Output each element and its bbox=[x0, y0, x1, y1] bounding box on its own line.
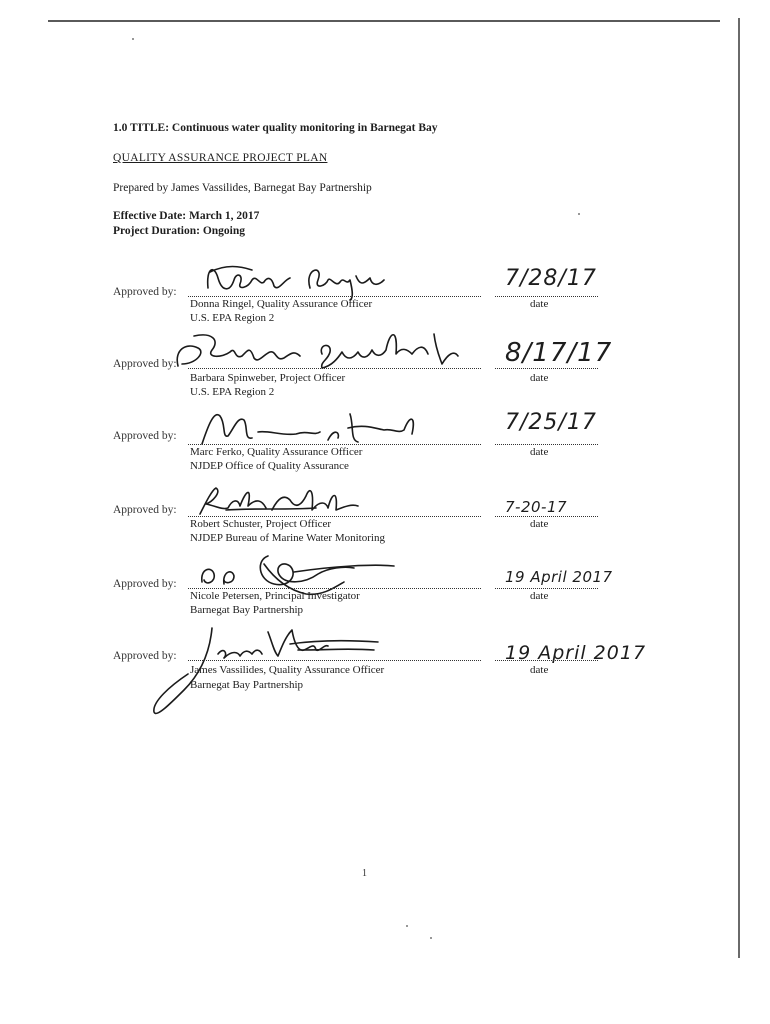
effective-date: Effective Date: March 1, 2017 bbox=[113, 210, 260, 222]
scan-speck bbox=[132, 38, 134, 40]
approval-row bbox=[0, 628, 770, 708]
date-label: date bbox=[530, 298, 549, 310]
date-line bbox=[495, 296, 598, 297]
approval-row bbox=[0, 400, 770, 480]
document-title: 1.0 TITLE: Continuous water quality monitoring in Barnegat Bay bbox=[113, 122, 438, 134]
approver-name: Marc Ferko, Quality Assurance Officer bbox=[190, 446, 363, 458]
date-label: date bbox=[530, 372, 549, 384]
scan-speck bbox=[406, 925, 408, 927]
approval-row bbox=[0, 328, 770, 408]
scan-speck bbox=[578, 213, 580, 215]
signed-date: 7/25/17 bbox=[505, 410, 597, 435]
date-line bbox=[495, 660, 598, 661]
scan-edge-top bbox=[48, 20, 720, 22]
plan-name: QUALITY ASSURANCE PROJECT PLAN bbox=[113, 152, 328, 164]
signature-robert-schuster bbox=[196, 480, 366, 520]
signed-date: 19 April 2017 bbox=[505, 642, 647, 664]
signature-line bbox=[188, 296, 481, 297]
project-duration: Project Duration: Ongoing bbox=[113, 225, 246, 237]
approved-label: Approved by: bbox=[113, 430, 177, 442]
signed-date: 7/28/17 bbox=[505, 266, 597, 291]
approved-label: Approved by: bbox=[113, 504, 177, 516]
approver-org: NJDEP Office of Quality Assurance bbox=[190, 460, 349, 472]
prepared-by: Prepared by James Vassilides, Barnegat Bay Partnership bbox=[113, 182, 372, 194]
approval-row bbox=[0, 250, 770, 330]
date-line bbox=[495, 444, 598, 445]
signed-date: 7-20-17 bbox=[505, 498, 568, 516]
approver-name: Nicole Petersen, Principal Investigator bbox=[190, 590, 360, 602]
approver-name: Donna Ringel, Quality Assurance Officer bbox=[190, 298, 373, 310]
signature-line bbox=[188, 368, 481, 369]
approver-org: U.S. EPA Region 2 bbox=[190, 386, 275, 398]
approved-label: Approved by: bbox=[113, 650, 177, 662]
approved-label: Approved by: bbox=[113, 358, 177, 370]
signature-line bbox=[188, 588, 481, 589]
approval-row bbox=[0, 480, 770, 560]
date-label: date bbox=[530, 590, 549, 602]
date-line bbox=[495, 516, 598, 517]
scan-speck bbox=[430, 937, 432, 939]
approved-label: Approved by: bbox=[113, 286, 177, 298]
approver-org: Barnegat Bay Partnership bbox=[190, 679, 304, 691]
approver-name: Barbara Spinweber, Project Officer bbox=[190, 372, 346, 384]
page-number: 1 bbox=[362, 868, 367, 879]
date-label: date bbox=[530, 664, 549, 676]
approver-name: James Vassilides, Quality Assurance Officer bbox=[190, 664, 385, 676]
signature-line bbox=[188, 660, 481, 661]
date-label: date bbox=[530, 518, 549, 530]
approver-org: NJDEP Bureau of Marine Water Monitoring bbox=[190, 532, 385, 544]
approval-row bbox=[0, 556, 770, 636]
approver-name: Robert Schuster, Project Officer bbox=[190, 518, 332, 530]
date-label: date bbox=[530, 446, 549, 458]
date-line bbox=[495, 368, 598, 369]
signature-line bbox=[188, 516, 481, 517]
signed-date: 19 April 2017 bbox=[505, 568, 613, 586]
date-line bbox=[495, 588, 598, 589]
approved-label: Approved by: bbox=[113, 578, 177, 590]
approver-org: Barnegat Bay Partnership bbox=[190, 604, 304, 616]
signed-date: 8/17/17 bbox=[505, 338, 613, 368]
approver-org: U.S. EPA Region 2 bbox=[190, 312, 275, 324]
signature-line bbox=[188, 444, 481, 445]
